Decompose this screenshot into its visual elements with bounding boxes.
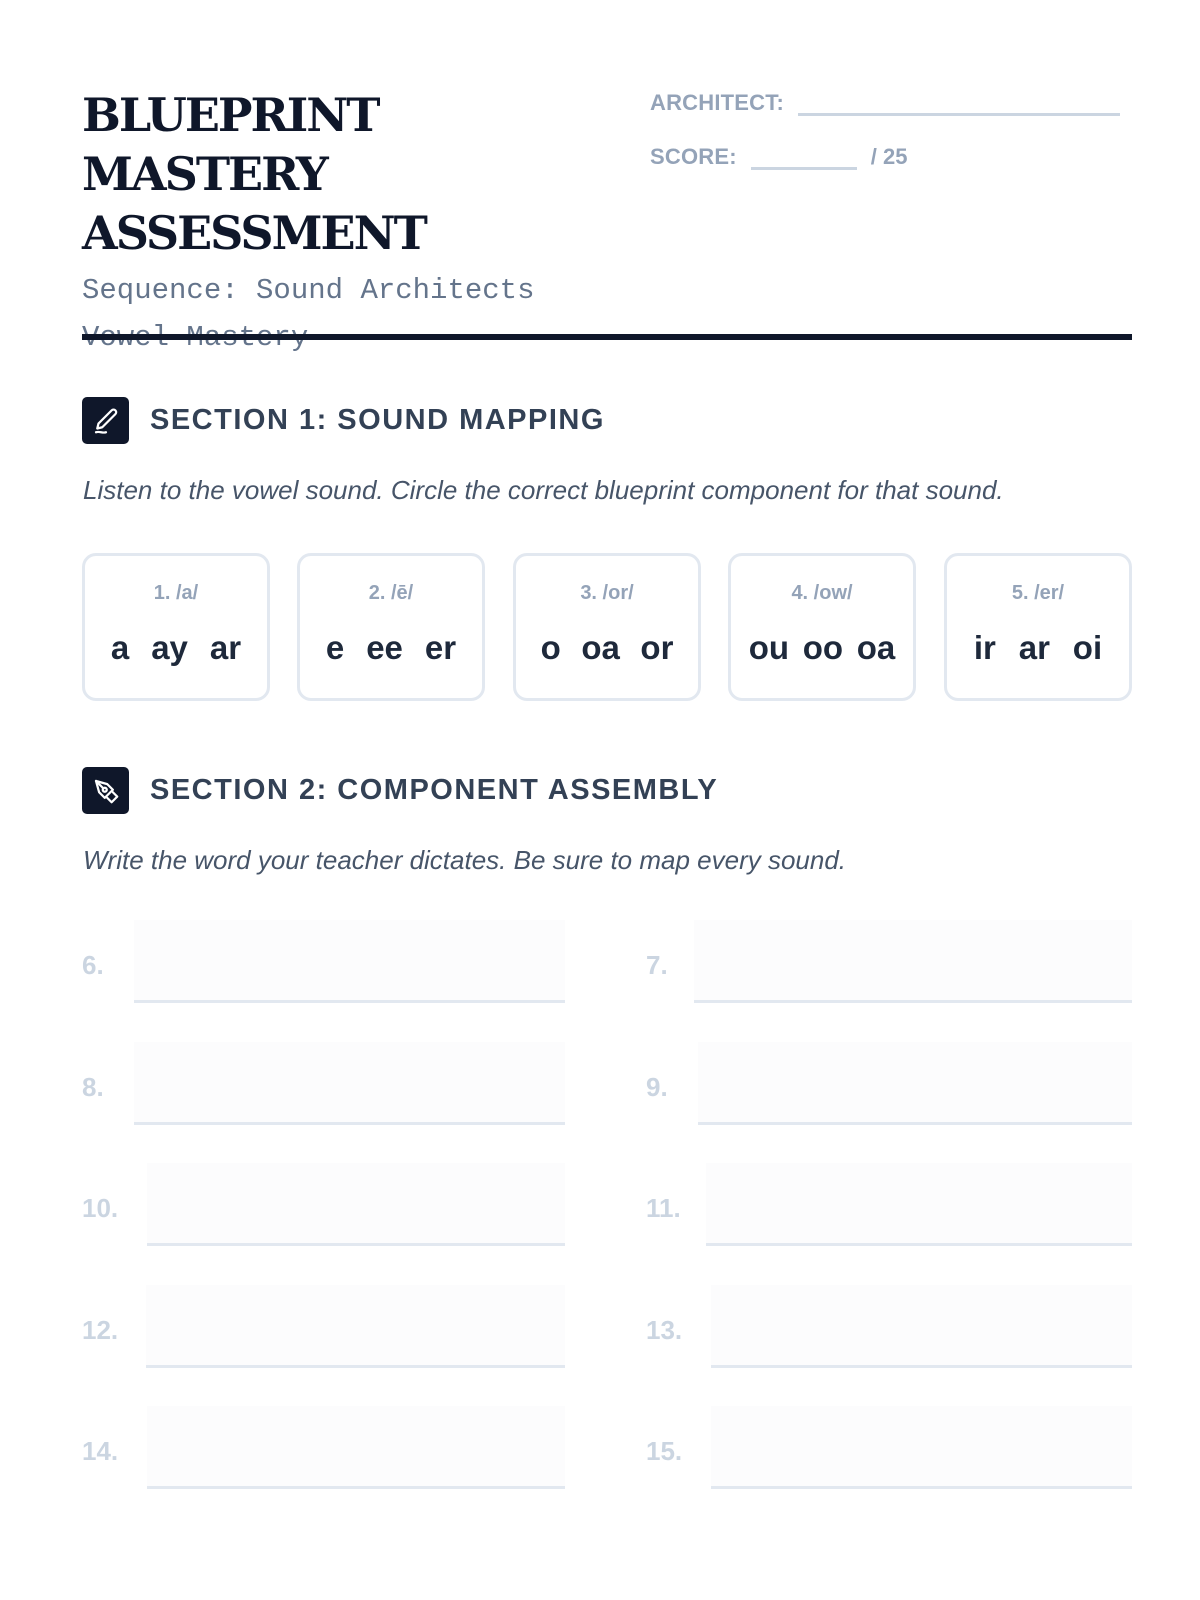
option-choice[interactable]: oo (802, 629, 844, 666)
header-divider (82, 334, 1132, 340)
item-number: 7. (646, 950, 668, 980)
sound-card-options (85, 628, 267, 668)
item-number: 8. (82, 1072, 104, 1102)
section-1-header (82, 397, 605, 444)
answer-box[interactable] (706, 1163, 1132, 1246)
option-choice[interactable]: ar (209, 629, 242, 666)
sound-card (513, 553, 701, 701)
sequence-subtitle: Sequence: Sound Architects (82, 274, 535, 307)
section-1-title: SECTION 1: SOUND MAPPING (150, 404, 605, 436)
sound-card-label: 3. /or/ (580, 582, 634, 604)
architect-label: ARCHITECT: (650, 90, 784, 115)
dictation-item (82, 1163, 565, 1246)
option-choice[interactable]: o (540, 629, 561, 666)
score-field (650, 142, 907, 170)
section-2-header (82, 767, 718, 814)
sound-card (728, 553, 916, 701)
answer-box[interactable] (147, 1406, 565, 1489)
answer-box[interactable] (694, 920, 1132, 1003)
option-choice[interactable]: e (325, 629, 345, 666)
item-number: 6. (82, 950, 104, 980)
sound-card-label: 5. /er/ (1011, 582, 1065, 604)
architect-field (650, 88, 1120, 116)
dictation-item (646, 1285, 1132, 1368)
score-label: SCORE: (650, 144, 737, 169)
answer-box[interactable] (134, 920, 565, 1003)
section-2-title: SECTION 2: COMPONENT ASSEMBLY (150, 774, 719, 806)
item-number: 15. (646, 1436, 683, 1466)
dictation-row (82, 1285, 1132, 1368)
option-choice[interactable]: ar (1018, 629, 1050, 666)
option-choice[interactable]: er (424, 629, 457, 666)
option-choice[interactable]: ee (366, 629, 403, 666)
item-number: 10. (82, 1193, 119, 1223)
dictation-item (646, 920, 1132, 1003)
sound-card (297, 553, 485, 701)
option-choice[interactable]: oa (856, 629, 896, 666)
item-number: 13. (646, 1315, 683, 1345)
sound-card-label: 4. /ow/ (791, 582, 853, 604)
section-1-instruction: Listen to the vowel sound. Circle the correct blueprint component for that sound. (83, 475, 1004, 505)
item-number: 12. (82, 1315, 119, 1345)
answer-box[interactable] (711, 1406, 1132, 1489)
answer-box[interactable] (146, 1285, 565, 1368)
sound-card-label: 2. /ē/ (368, 582, 414, 604)
option-choice[interactable]: or (640, 629, 674, 666)
title-block (82, 86, 622, 361)
dictation-row (82, 1406, 1132, 1489)
sound-card-label: 1. /a/ (153, 582, 199, 604)
architect-input-line[interactable] (798, 88, 1120, 116)
option-choice[interactable]: oa (581, 629, 620, 666)
sound-mapping-cards (82, 553, 1132, 701)
dictation-row (82, 1163, 1132, 1246)
header (82, 86, 1132, 346)
section-2-instruction: Write the word your teacher dictates. Be sure to map every sound. (83, 845, 847, 875)
dictation-row (82, 1042, 1132, 1125)
answer-box[interactable] (134, 1042, 565, 1125)
worksheet-page (82, 0, 1132, 1600)
option-choice[interactable]: ir (973, 629, 996, 666)
option-choice[interactable]: a (110, 629, 130, 666)
sound-card-options (947, 628, 1129, 668)
dictation-item (646, 1163, 1132, 1246)
score-input-line[interactable] (751, 142, 857, 170)
option-choice[interactable]: ay (151, 629, 188, 666)
worksheet-title: BLUEPRINT MASTERY ASSESSMENT (82, 88, 426, 260)
answer-box[interactable] (147, 1163, 565, 1246)
option-choice[interactable]: oi (1072, 629, 1103, 666)
pen-icon (82, 397, 129, 444)
dictation-item (82, 920, 565, 1003)
dictation-item (82, 1042, 565, 1125)
sound-card (944, 553, 1132, 701)
dictation-item (82, 1406, 565, 1489)
answer-box[interactable] (711, 1285, 1132, 1368)
sound-card-options (300, 628, 482, 668)
dictation-item (646, 1042, 1132, 1125)
item-number: 11. (646, 1193, 681, 1223)
score-total: / 25 (870, 144, 908, 169)
pen-tool-icon (82, 767, 129, 814)
item-number: 14. (82, 1436, 119, 1466)
item-number: 9. (646, 1072, 668, 1102)
dictation-item (82, 1285, 565, 1368)
sound-card (82, 553, 270, 701)
dictation-item (646, 1406, 1132, 1489)
dictation-row (82, 920, 1132, 1003)
option-choice[interactable]: ou (748, 629, 790, 666)
sound-card-options (516, 628, 698, 668)
sound-card-options (731, 628, 913, 668)
answer-box[interactable] (698, 1042, 1132, 1125)
